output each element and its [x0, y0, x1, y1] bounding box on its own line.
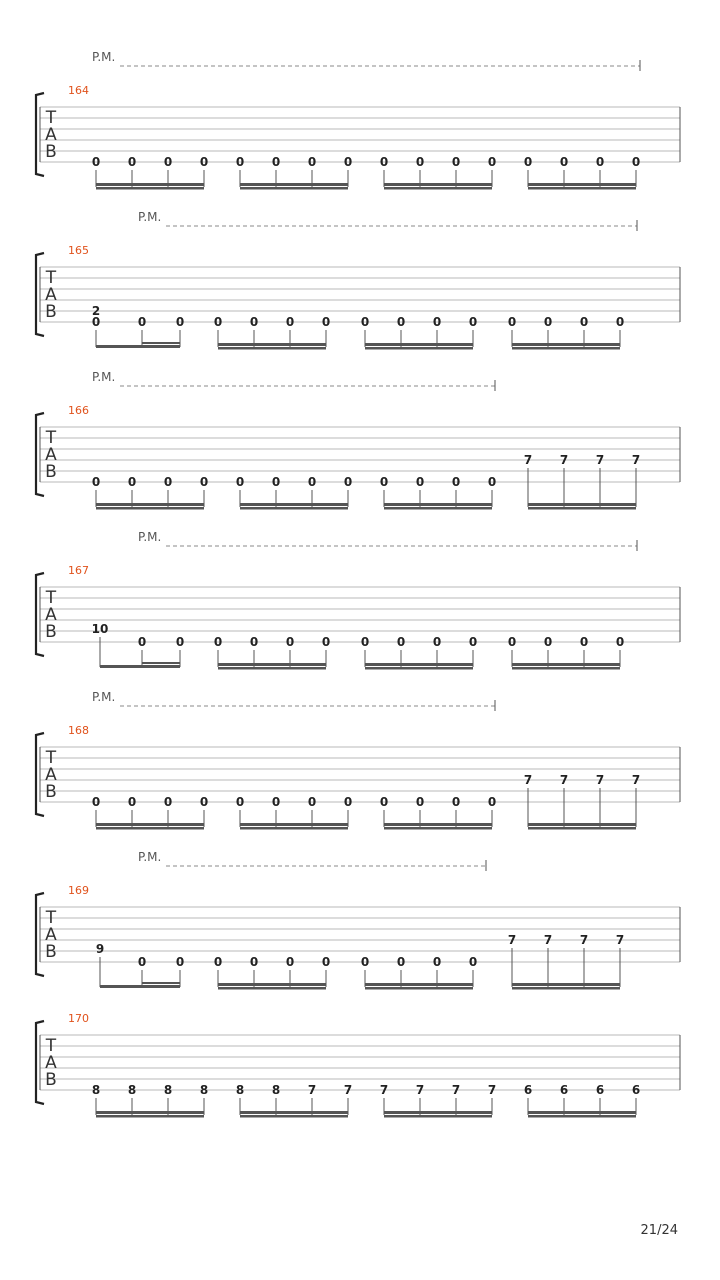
beam-group [236, 475, 352, 510]
beam-primary [240, 503, 348, 506]
fret-number: 7 [451, 1083, 461, 1097]
beam-secondary [96, 1115, 204, 1118]
fret-number: 0 [127, 155, 137, 169]
fret-number: 0 [321, 315, 331, 329]
beam-group [524, 1083, 640, 1118]
beam-group [524, 155, 640, 190]
fret-number: 0 [271, 155, 281, 169]
fret-number: 0 [507, 315, 517, 329]
fret-number: 0 [432, 635, 442, 649]
fret-number: 2 [91, 304, 101, 318]
beam-group [508, 933, 624, 990]
fret-number: 0 [396, 955, 406, 969]
beam-secondary [218, 987, 326, 990]
beam-primary [100, 665, 180, 668]
beam-group [361, 635, 477, 670]
fret-number: 8 [91, 1083, 101, 1097]
palm-mute-label: P.M. [138, 530, 162, 544]
measure-number: 167 [68, 564, 89, 577]
tab-clef-letter: A [45, 285, 57, 305]
fret-number: 9 [95, 942, 105, 956]
beam-group [380, 155, 496, 190]
fret-number: 0 [415, 475, 425, 489]
fret-number: 0 [523, 155, 533, 169]
fret-number: 0 [631, 155, 641, 169]
tab-system [36, 50, 680, 190]
measure-number: 164 [68, 84, 89, 97]
beam-group [92, 795, 208, 830]
tab-clef-letter: B [45, 142, 57, 162]
palm-mute-label: P.M. [92, 690, 116, 704]
measure-number: 168 [68, 724, 89, 737]
measure-number: 165 [68, 244, 89, 257]
beam-secondary [240, 507, 348, 510]
beam-primary [96, 503, 204, 506]
fret-number: 0 [199, 475, 209, 489]
tab-system [36, 530, 680, 670]
fret-number: 0 [285, 315, 295, 329]
fret-number: 0 [213, 315, 223, 329]
fret-number: 8 [199, 1083, 209, 1097]
beam-secondary [240, 1115, 348, 1118]
fret-number: 0 [451, 155, 461, 169]
fret-number: 0 [249, 635, 259, 649]
page-number: 21/24 [640, 1223, 678, 1238]
fret-number: 0 [127, 475, 137, 489]
fret-number: 0 [615, 635, 625, 649]
tab-system [36, 690, 680, 830]
beam-primary [100, 985, 180, 988]
tab-clef-letter: B [45, 462, 57, 482]
fret-number: 8 [235, 1083, 245, 1097]
fret-number: 0 [487, 795, 497, 809]
beam-primary [365, 983, 473, 986]
fret-number: 0 [163, 155, 173, 169]
fret-number: 7 [631, 773, 641, 787]
beam-secondary [512, 667, 620, 670]
tab-clef-letter: A [45, 125, 57, 145]
beam-primary [528, 1111, 636, 1114]
beam-primary [218, 983, 326, 986]
tab-clef-letter: T [45, 588, 57, 608]
tab-clef-letter: T [45, 1036, 57, 1056]
fret-number: 0 [163, 795, 173, 809]
beam-primary [512, 343, 620, 346]
tab-clef-letter: B [45, 302, 57, 322]
fret-number: 7 [523, 453, 533, 467]
beam-group [92, 155, 208, 190]
beam-secondary [218, 667, 326, 670]
beam-secondary [240, 827, 348, 830]
beam-group [96, 942, 184, 988]
tab-clef-letter: T [45, 108, 57, 128]
beam-primary [512, 983, 620, 986]
beam-group [214, 315, 330, 350]
fret-number: 0 [343, 475, 353, 489]
fret-number: 7 [343, 1083, 353, 1097]
beam-primary [96, 183, 204, 186]
fret-number: 0 [235, 475, 245, 489]
beam-group [214, 955, 330, 990]
fret-number: 0 [307, 795, 317, 809]
fret-number: 0 [543, 315, 553, 329]
beam-group [380, 475, 496, 510]
fret-number: 0 [307, 475, 317, 489]
beam-secondary [512, 987, 620, 990]
beam-secondary [512, 347, 620, 350]
tab-clef-letter: B [45, 942, 57, 962]
beam-primary [96, 345, 180, 348]
beam-primary [218, 343, 326, 346]
tab-clef-letter: A [45, 445, 57, 465]
fret-number: 7 [307, 1083, 317, 1097]
beam-group [214, 635, 330, 670]
fret-number: 7 [595, 773, 605, 787]
beam-primary [240, 1111, 348, 1114]
beam-group [508, 635, 624, 670]
beam-secondary [384, 827, 492, 830]
fret-number: 0 [321, 635, 331, 649]
fret-number: 7 [415, 1083, 425, 1097]
beam-group [92, 475, 208, 510]
fret-number: 8 [271, 1083, 281, 1097]
beam-group [361, 315, 477, 350]
tab-clef-letter: T [45, 748, 57, 768]
measure-number: 166 [68, 404, 89, 417]
beam-primary [384, 823, 492, 826]
tab-clef-letter: T [45, 268, 57, 288]
palm-mute-label: P.M. [92, 370, 116, 384]
fret-number: 0 [321, 955, 331, 969]
beam-secondary [142, 982, 180, 984]
beam-group [236, 155, 352, 190]
fret-number: 0 [379, 475, 389, 489]
fret-number: 0 [285, 955, 295, 969]
fret-number: 0 [579, 635, 589, 649]
fret-number: 0 [235, 155, 245, 169]
beam-primary [240, 823, 348, 826]
fret-number: 0 [487, 475, 497, 489]
fret-number: 0 [307, 155, 317, 169]
fret-number: 6 [595, 1083, 605, 1097]
tab-clef-letter: B [45, 622, 57, 642]
fret-number: 7 [379, 1083, 389, 1097]
fret-number: 0 [579, 315, 589, 329]
fret-number: 0 [285, 635, 295, 649]
beam-group [236, 795, 352, 830]
beam-secondary [528, 827, 636, 830]
fret-number: 6 [559, 1083, 569, 1097]
beam-primary [96, 1111, 204, 1114]
beam-secondary [218, 347, 326, 350]
tab-system [36, 210, 680, 350]
fret-number: 0 [415, 155, 425, 169]
tab-system [36, 1012, 680, 1118]
beam-group [92, 622, 185, 668]
beam-primary [528, 823, 636, 826]
fret-number: 0 [91, 155, 101, 169]
systems [36, 50, 680, 1118]
fret-number: 0 [451, 475, 461, 489]
fret-number: 7 [559, 453, 569, 467]
beam-secondary [142, 662, 180, 664]
beam-secondary [142, 342, 180, 344]
fret-number: 7 [615, 933, 625, 947]
fret-number: 0 [432, 315, 442, 329]
tab-system [36, 370, 680, 510]
beam-group [236, 1083, 352, 1118]
beam-group [380, 1083, 496, 1118]
fret-number: 7 [523, 773, 533, 787]
tab-clef-letter: T [45, 908, 57, 928]
fret-number: 0 [213, 955, 223, 969]
beam-secondary [96, 827, 204, 830]
beam-secondary [240, 187, 348, 190]
beam-primary [384, 183, 492, 186]
fret-number: 0 [271, 795, 281, 809]
fret-number: 8 [163, 1083, 173, 1097]
fret-number: 6 [631, 1083, 641, 1097]
beam-primary [512, 663, 620, 666]
fret-number: 0 [175, 955, 185, 969]
beam-primary [96, 823, 204, 826]
fret-number: 0 [360, 315, 370, 329]
fret-number: 0 [379, 155, 389, 169]
measure-number: 170 [68, 1012, 89, 1025]
beam-secondary [528, 187, 636, 190]
fret-number: 0 [360, 635, 370, 649]
measure-number: 169 [68, 884, 89, 897]
fret-number: 0 [468, 635, 478, 649]
fret-number: 0 [396, 635, 406, 649]
fret-number: 8 [127, 1083, 137, 1097]
beam-primary [240, 183, 348, 186]
tab-clef-letter: A [45, 925, 57, 945]
beam-secondary [96, 507, 204, 510]
beam-group [524, 453, 640, 510]
beam-secondary [384, 507, 492, 510]
beam-primary [365, 663, 473, 666]
fret-number: 0 [137, 315, 147, 329]
fret-number: 0 [559, 155, 569, 169]
fret-number: 0 [595, 155, 605, 169]
fret-number: 7 [595, 453, 605, 467]
fret-number: 0 [468, 315, 478, 329]
fret-number: 0 [432, 955, 442, 969]
fret-number: 0 [163, 475, 173, 489]
beam-secondary [528, 1115, 636, 1118]
fret-number: 0 [91, 795, 101, 809]
fret-number: 7 [631, 453, 641, 467]
fret-number: 0 [91, 315, 101, 329]
fret-number: 0 [137, 955, 147, 969]
fret-number: 7 [487, 1083, 497, 1097]
fret-number: 7 [559, 773, 569, 787]
beam-group [524, 773, 640, 830]
beam-group [380, 795, 496, 830]
fret-number: 0 [199, 795, 209, 809]
fret-number: 0 [249, 315, 259, 329]
fret-number: 0 [91, 475, 101, 489]
fret-number: 0 [249, 955, 259, 969]
fret-number: 0 [451, 795, 461, 809]
beam-primary [528, 503, 636, 506]
fret-number: 0 [379, 795, 389, 809]
palm-mute-label: P.M. [138, 850, 162, 864]
palm-mute-label: P.M. [138, 210, 162, 224]
fret-number: 7 [507, 933, 517, 947]
fret-number: 0 [235, 795, 245, 809]
beam-secondary [365, 347, 473, 350]
beam-secondary [528, 507, 636, 510]
fret-number: 0 [175, 635, 185, 649]
fret-number: 0 [415, 795, 425, 809]
fret-number: 0 [127, 795, 137, 809]
tab-system [36, 850, 680, 990]
fret-number: 0 [360, 955, 370, 969]
tab-clef-letter: T [45, 428, 57, 448]
beam-secondary [96, 187, 204, 190]
beam-primary [384, 503, 492, 506]
tab-clef-letter: A [45, 605, 57, 625]
beam-group [92, 1083, 208, 1118]
tab-clef-letter: A [45, 1053, 57, 1073]
fret-number: 0 [468, 955, 478, 969]
fret-number: 0 [137, 635, 147, 649]
fret-number: 7 [579, 933, 589, 947]
beam-secondary [384, 187, 492, 190]
fret-number: 0 [343, 155, 353, 169]
fret-number: 0 [507, 635, 517, 649]
beam-primary [384, 1111, 492, 1114]
beam-primary [365, 343, 473, 346]
fret-number: 0 [213, 635, 223, 649]
beam-primary [218, 663, 326, 666]
fret-number: 0 [396, 315, 406, 329]
fret-number: 7 [543, 933, 553, 947]
fret-number: 0 [543, 635, 553, 649]
fret-number: 0 [271, 475, 281, 489]
fret-number: 6 [523, 1083, 533, 1097]
beam-group [361, 955, 477, 990]
palm-mute-label: P.M. [92, 50, 116, 64]
tab-clef-letter: B [45, 1070, 57, 1090]
tab-clef-letter: A [45, 765, 57, 785]
beam-primary [528, 183, 636, 186]
beam-secondary [365, 987, 473, 990]
beam-secondary [365, 667, 473, 670]
beam-group [508, 315, 624, 350]
fret-number: 0 [487, 155, 497, 169]
fret-number: 0 [175, 315, 185, 329]
fret-number: 10 [91, 622, 109, 636]
tab-clef-letter: B [45, 782, 57, 802]
fret-number: 0 [615, 315, 625, 329]
fret-number: 0 [199, 155, 209, 169]
beam-secondary [384, 1115, 492, 1118]
fret-number: 0 [343, 795, 353, 809]
